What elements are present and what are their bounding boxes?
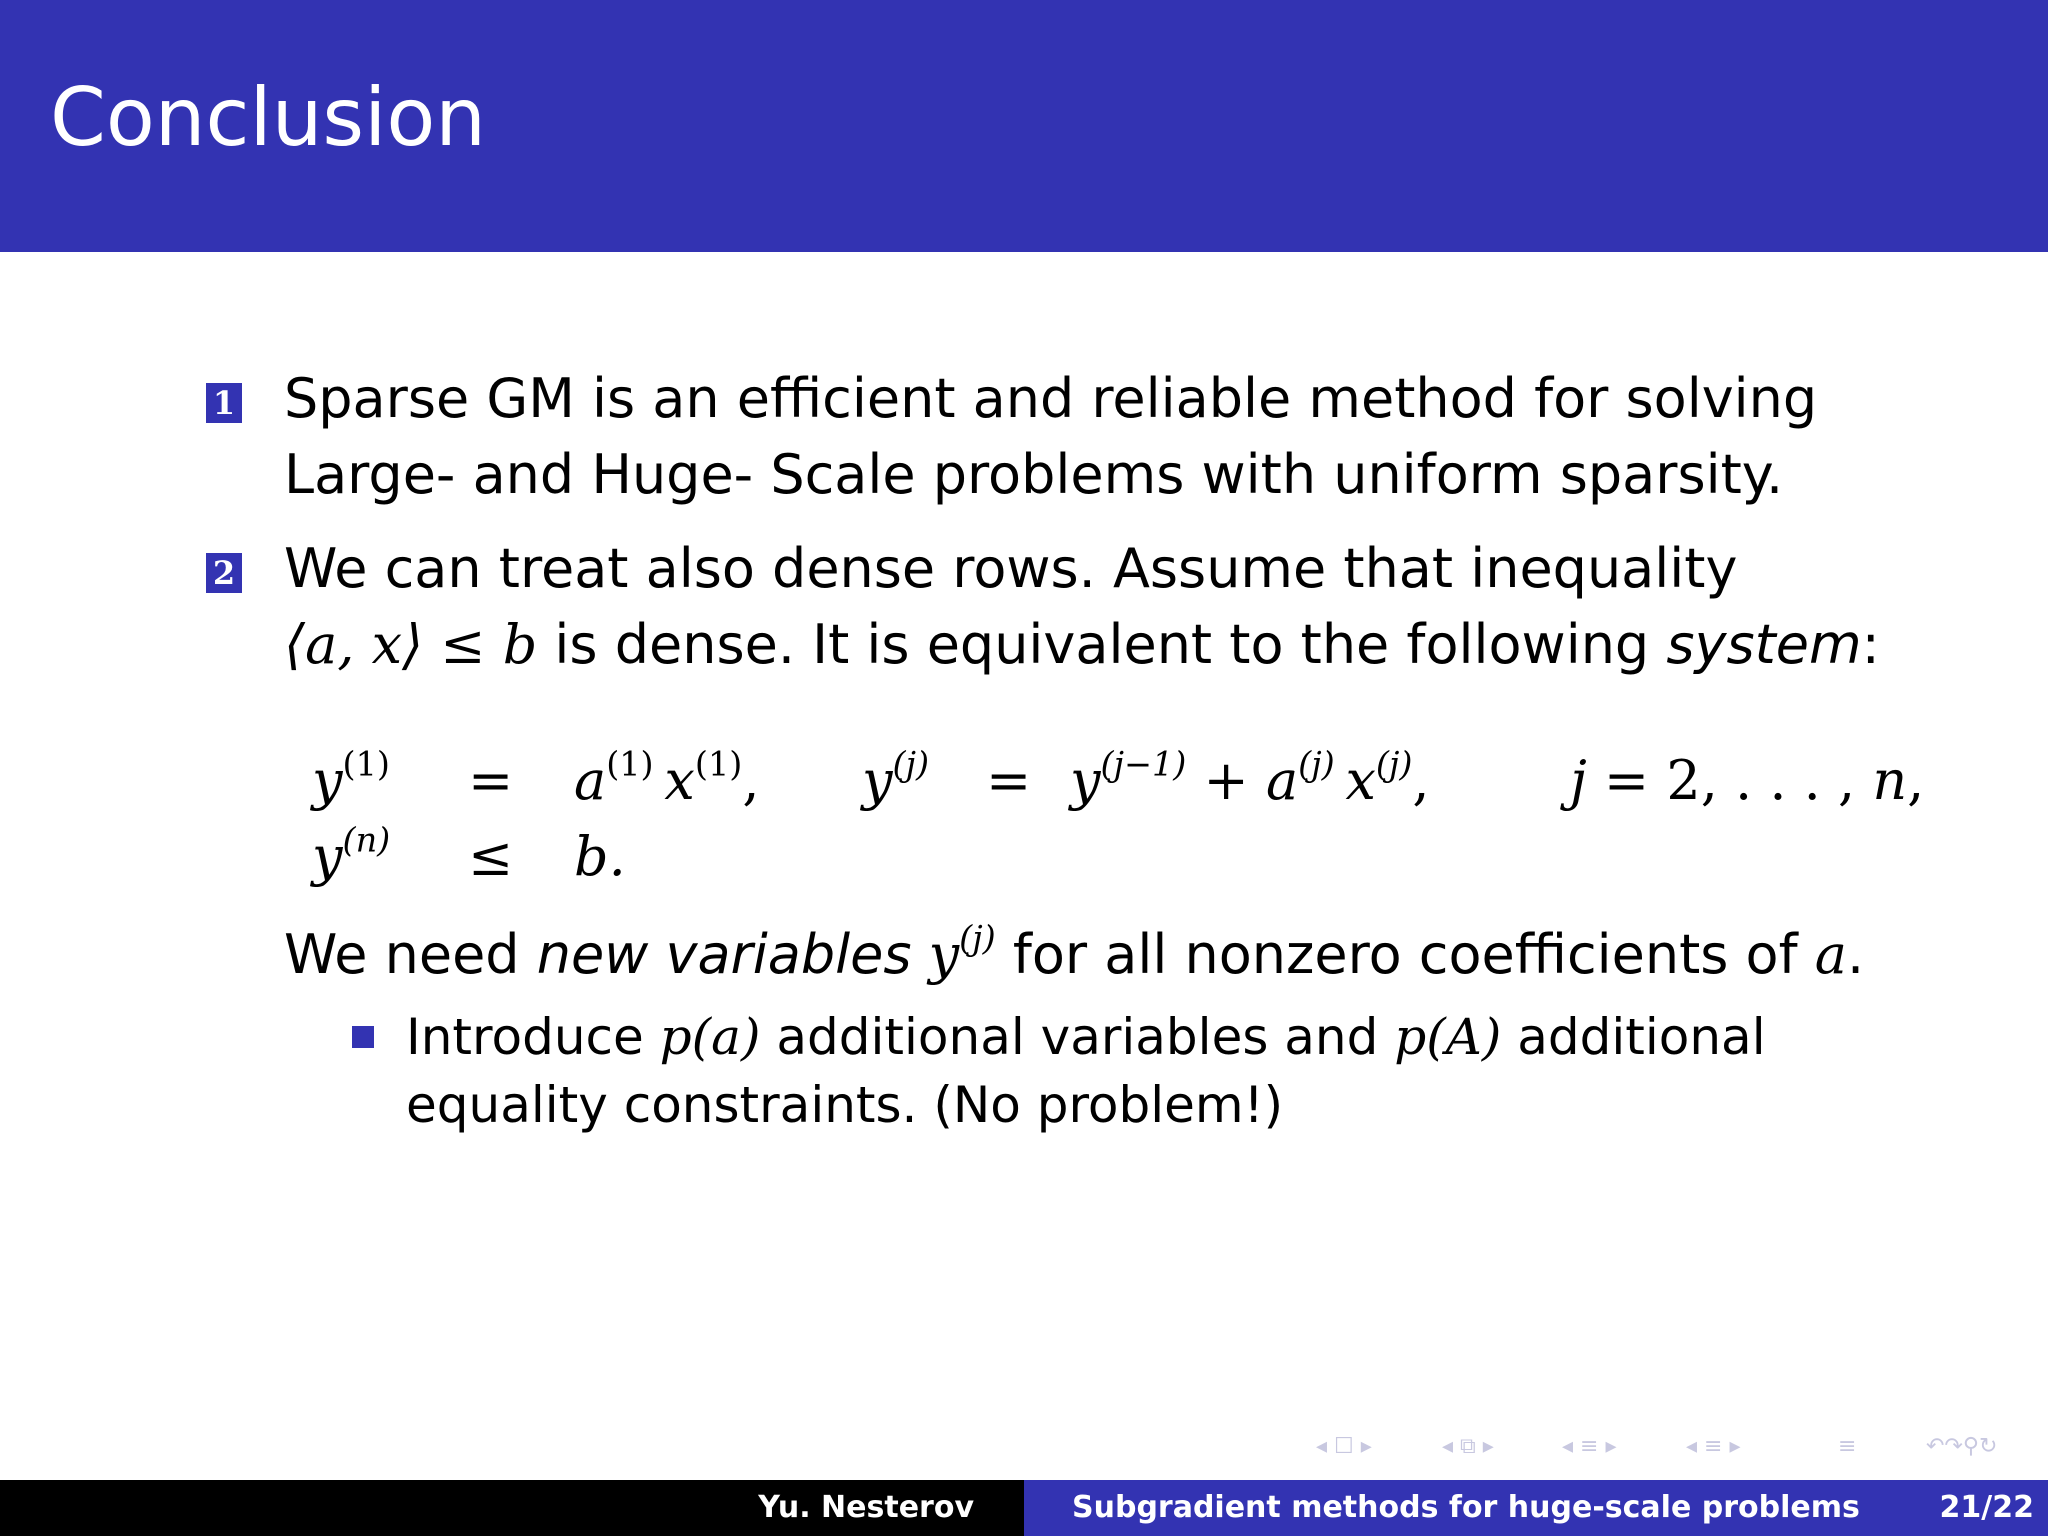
eq-row-2-rel: ≤ bbox=[468, 825, 514, 888]
sub-bullet-square bbox=[352, 1026, 374, 1048]
eq-row-1-rel: = bbox=[468, 749, 514, 812]
item-1-line-1: Sparse GM is an efficient and reliable method for solving bbox=[284, 367, 1818, 430]
eq-row-2-rhs: b. bbox=[574, 825, 626, 888]
nav-search-icon[interactable]: ↶↷⚲↻ bbox=[1926, 1434, 1998, 1459]
item-2-line-1: We can treat also dense rows. Assume that inequality bbox=[284, 537, 1738, 600]
nav-subsection-icon[interactable]: ◂ ⧉ ▸ bbox=[1442, 1434, 1494, 1459]
nav-document-icon[interactable]: ◂ ≡ ▸ bbox=[1686, 1434, 1741, 1459]
footline bbox=[0, 1480, 2048, 1536]
inner-product-inequality: ⟨a, x⟩ ≤ b bbox=[284, 613, 538, 676]
footer-page-number: 21/22 bbox=[1939, 1490, 2034, 1525]
new-variables-line: We need new variables $y^{(j)}$ for all nonzero coefficients of a. bbox=[284, 918, 1865, 986]
item-2-line-2 bbox=[284, 612, 1880, 678]
footer-talk-title: Subgradient methods for huge-scale problems bbox=[1072, 1490, 1860, 1525]
system-emphasis: system bbox=[1666, 613, 1862, 676]
eq-row-1b-rel: = bbox=[986, 749, 1032, 812]
subitem-line-2: equality constraints. (No problem!) bbox=[406, 1076, 1284, 1134]
eq-row-2-lhs: $y^{(n)}$ bbox=[312, 820, 391, 888]
eq-row-1b-rhs: $y^{(j-1)} + a^{(j)}$ $x^{(j)}$, bbox=[1070, 744, 1430, 812]
eq-row-1-rhs: $a^{(1)}$ $x^{(1)}$, bbox=[574, 744, 760, 812]
item-1-line-2: Large- and Huge- Scale problems with uniform sparsity. bbox=[284, 443, 1784, 506]
slide-title: Conclusion bbox=[50, 71, 486, 164]
item-2-line-2-tail: : bbox=[1861, 613, 1880, 676]
nav-frame-icon[interactable]: ◂ ☐ ▸ bbox=[1316, 1434, 1372, 1459]
enum-badge-2: 2 bbox=[206, 553, 242, 593]
nav-section-icon[interactable]: ◂ ≡ ▸ bbox=[1562, 1434, 1617, 1459]
eq-row-1-lhs: $y^{(1)}$ bbox=[312, 744, 390, 812]
eq-row-1b-lhs: $y^{(j)}$ bbox=[862, 744, 930, 812]
eq-row-1c-range: j = 2, . . . , n, bbox=[1570, 749, 1925, 812]
subitem-line-1: Introduce p(a) additional variables and p(A) additional bbox=[406, 1008, 1766, 1066]
item-2-line-2-text: is dense. It is equivalent to the following bbox=[537, 613, 1667, 676]
footer-author: Yu. Nesterov bbox=[758, 1490, 974, 1525]
enum-badge-1: 1 bbox=[206, 383, 242, 423]
nav-appendix-icon[interactable]: ≡ bbox=[1838, 1434, 1857, 1459]
